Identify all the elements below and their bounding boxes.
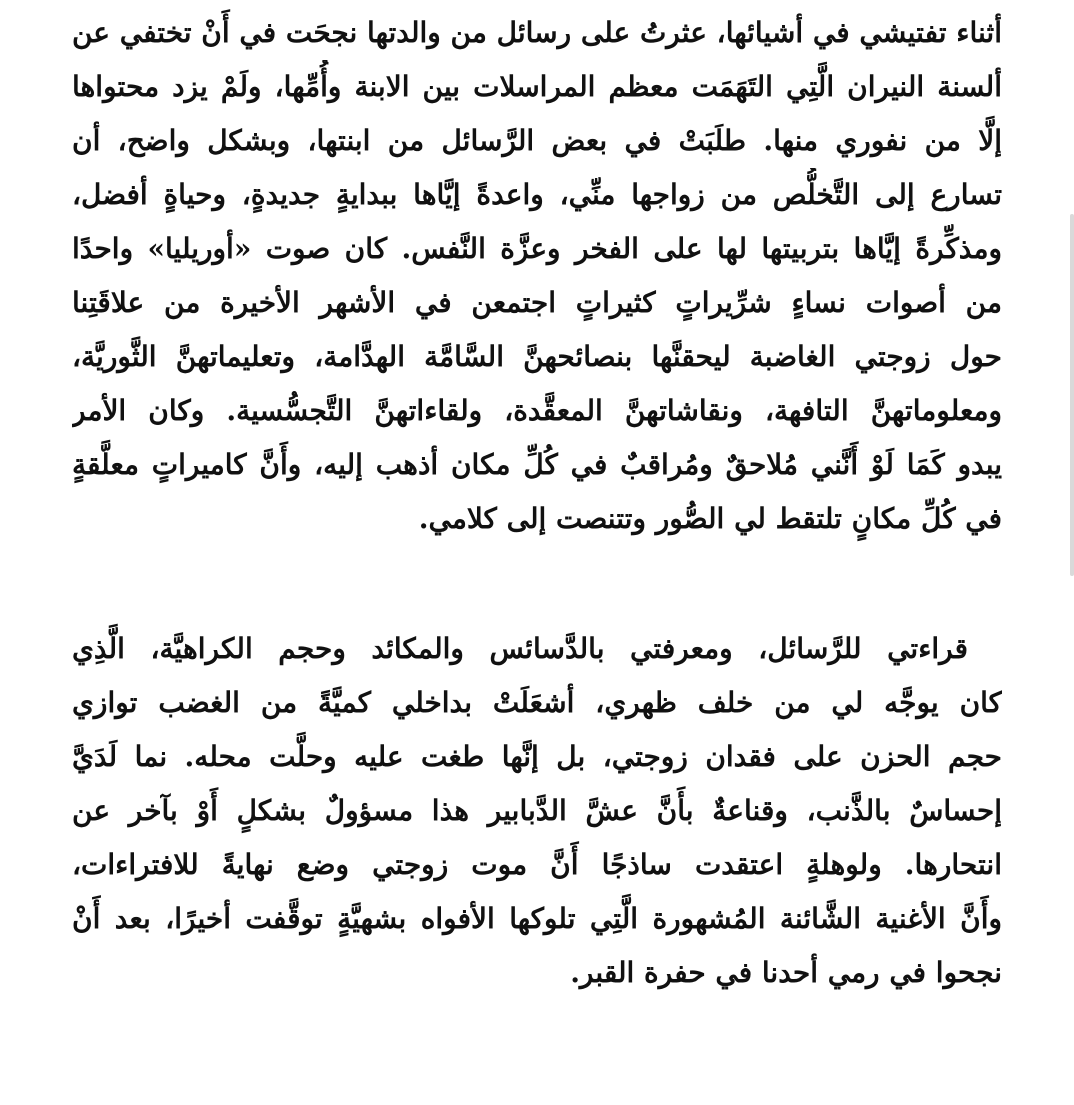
text-line: حول زوجتي الغاضبة ليحقنَّها بنصائحهنَّ السَّامَّة الهدَّامة، وتعليماتهنَّ الثَّوريَّة، <box>72 340 1002 373</box>
text-line: من أصوات نساءٍ شرِّيراتٍ كثيراتٍ اجتمعن في الأشهر الأخيرة من علاقَتِنا <box>72 286 1002 319</box>
text-line: إحساسٌ بالذَّنب، وقناعةٌ بأَنَّ عشَّ الدَّبابير هذا مسؤولٌ بشكلٍ أَوْ بآخر عن <box>72 794 1002 827</box>
text-line: تسارع إلى التَّخلُّص من زواجها منِّي، واعدةً إيَّاها ببدايةٍ جديدةٍ، وحياةٍ أفضل، <box>72 178 1002 211</box>
text-line: وأَنَّ الأغنية الشَّائنة المُشهورة الَّتِي تلوكها الأفواه بشهيَّةٍ توقَّفت أخيرًا، بعد أَنْ <box>72 902 1002 935</box>
paragraph-2 <box>72 622 1002 1000</box>
text-line: انتحارها. ولوهلةٍ اعتقدت ساذجًا أَنَّ موت زوجتي وضع نهايةً للافتراءات، <box>72 848 1002 881</box>
text-line: قراءتي للرَّسائل، ومعرفتي بالدَّسائس والمكائد وحجم الكراهيَّة، الَّذِي <box>72 632 968 665</box>
text-line: يبدو كَمَا لَوْ أَنَّني مُلاحقٌ ومُراقبٌ في كُلِّ مكان أذهب إليه، وأَنَّ كاميراتٍ معلَّقةٍ <box>72 448 1002 481</box>
text-line: ومعلوماتهنَّ التافهة، ونقاشاتهنَّ المعقَّدة، ولقاءاتهنَّ التَّجسُّسية. وكان الأمر <box>72 394 1002 427</box>
text-line: حجم الحزن على فقدان زوجتي، بل إنَّها طغت عليه وحلَّت محله. نما لَدَيَّ <box>72 740 1002 773</box>
text-line: في كُلِّ مكانٍ تلتقط لي الصُّور وتتنصت إلى كلامي. <box>418 502 1002 535</box>
text-line: إلَّا من نفوري منها. طلَبَتْ في بعض الرَّسائل من ابنتها، وبشكل واضح، أن <box>72 124 1002 157</box>
text-line: أثناء تفتيشي في أشيائها، عثرتُ على رسائل من والدتها نجحَت في أَنْ تختفي عن <box>72 16 1002 49</box>
text-line: ومذكِّرةً إيَّاها بتربيتها لها على الفخر وعزَّة النَّفس. كان صوت «أوريليا» واحدًا <box>72 232 1002 265</box>
text-line: نجحوا في رمي أحدنا في حفرة القبر. <box>570 956 1002 989</box>
paragraph-1 <box>72 6 1002 546</box>
scrollbar[interactable] <box>1070 214 1074 576</box>
text-line: ألسنة النيران الَّتِي التَهَمَت معظم المراسلات بين الابنة وأُمِّها، ولَمْ يزد محتواها <box>72 70 1002 103</box>
text-line: كان يوجَّه لي من خلف ظهري، أشعَلَتْ بداخلي كميَّةً من الغضب توازي <box>72 686 1002 719</box>
